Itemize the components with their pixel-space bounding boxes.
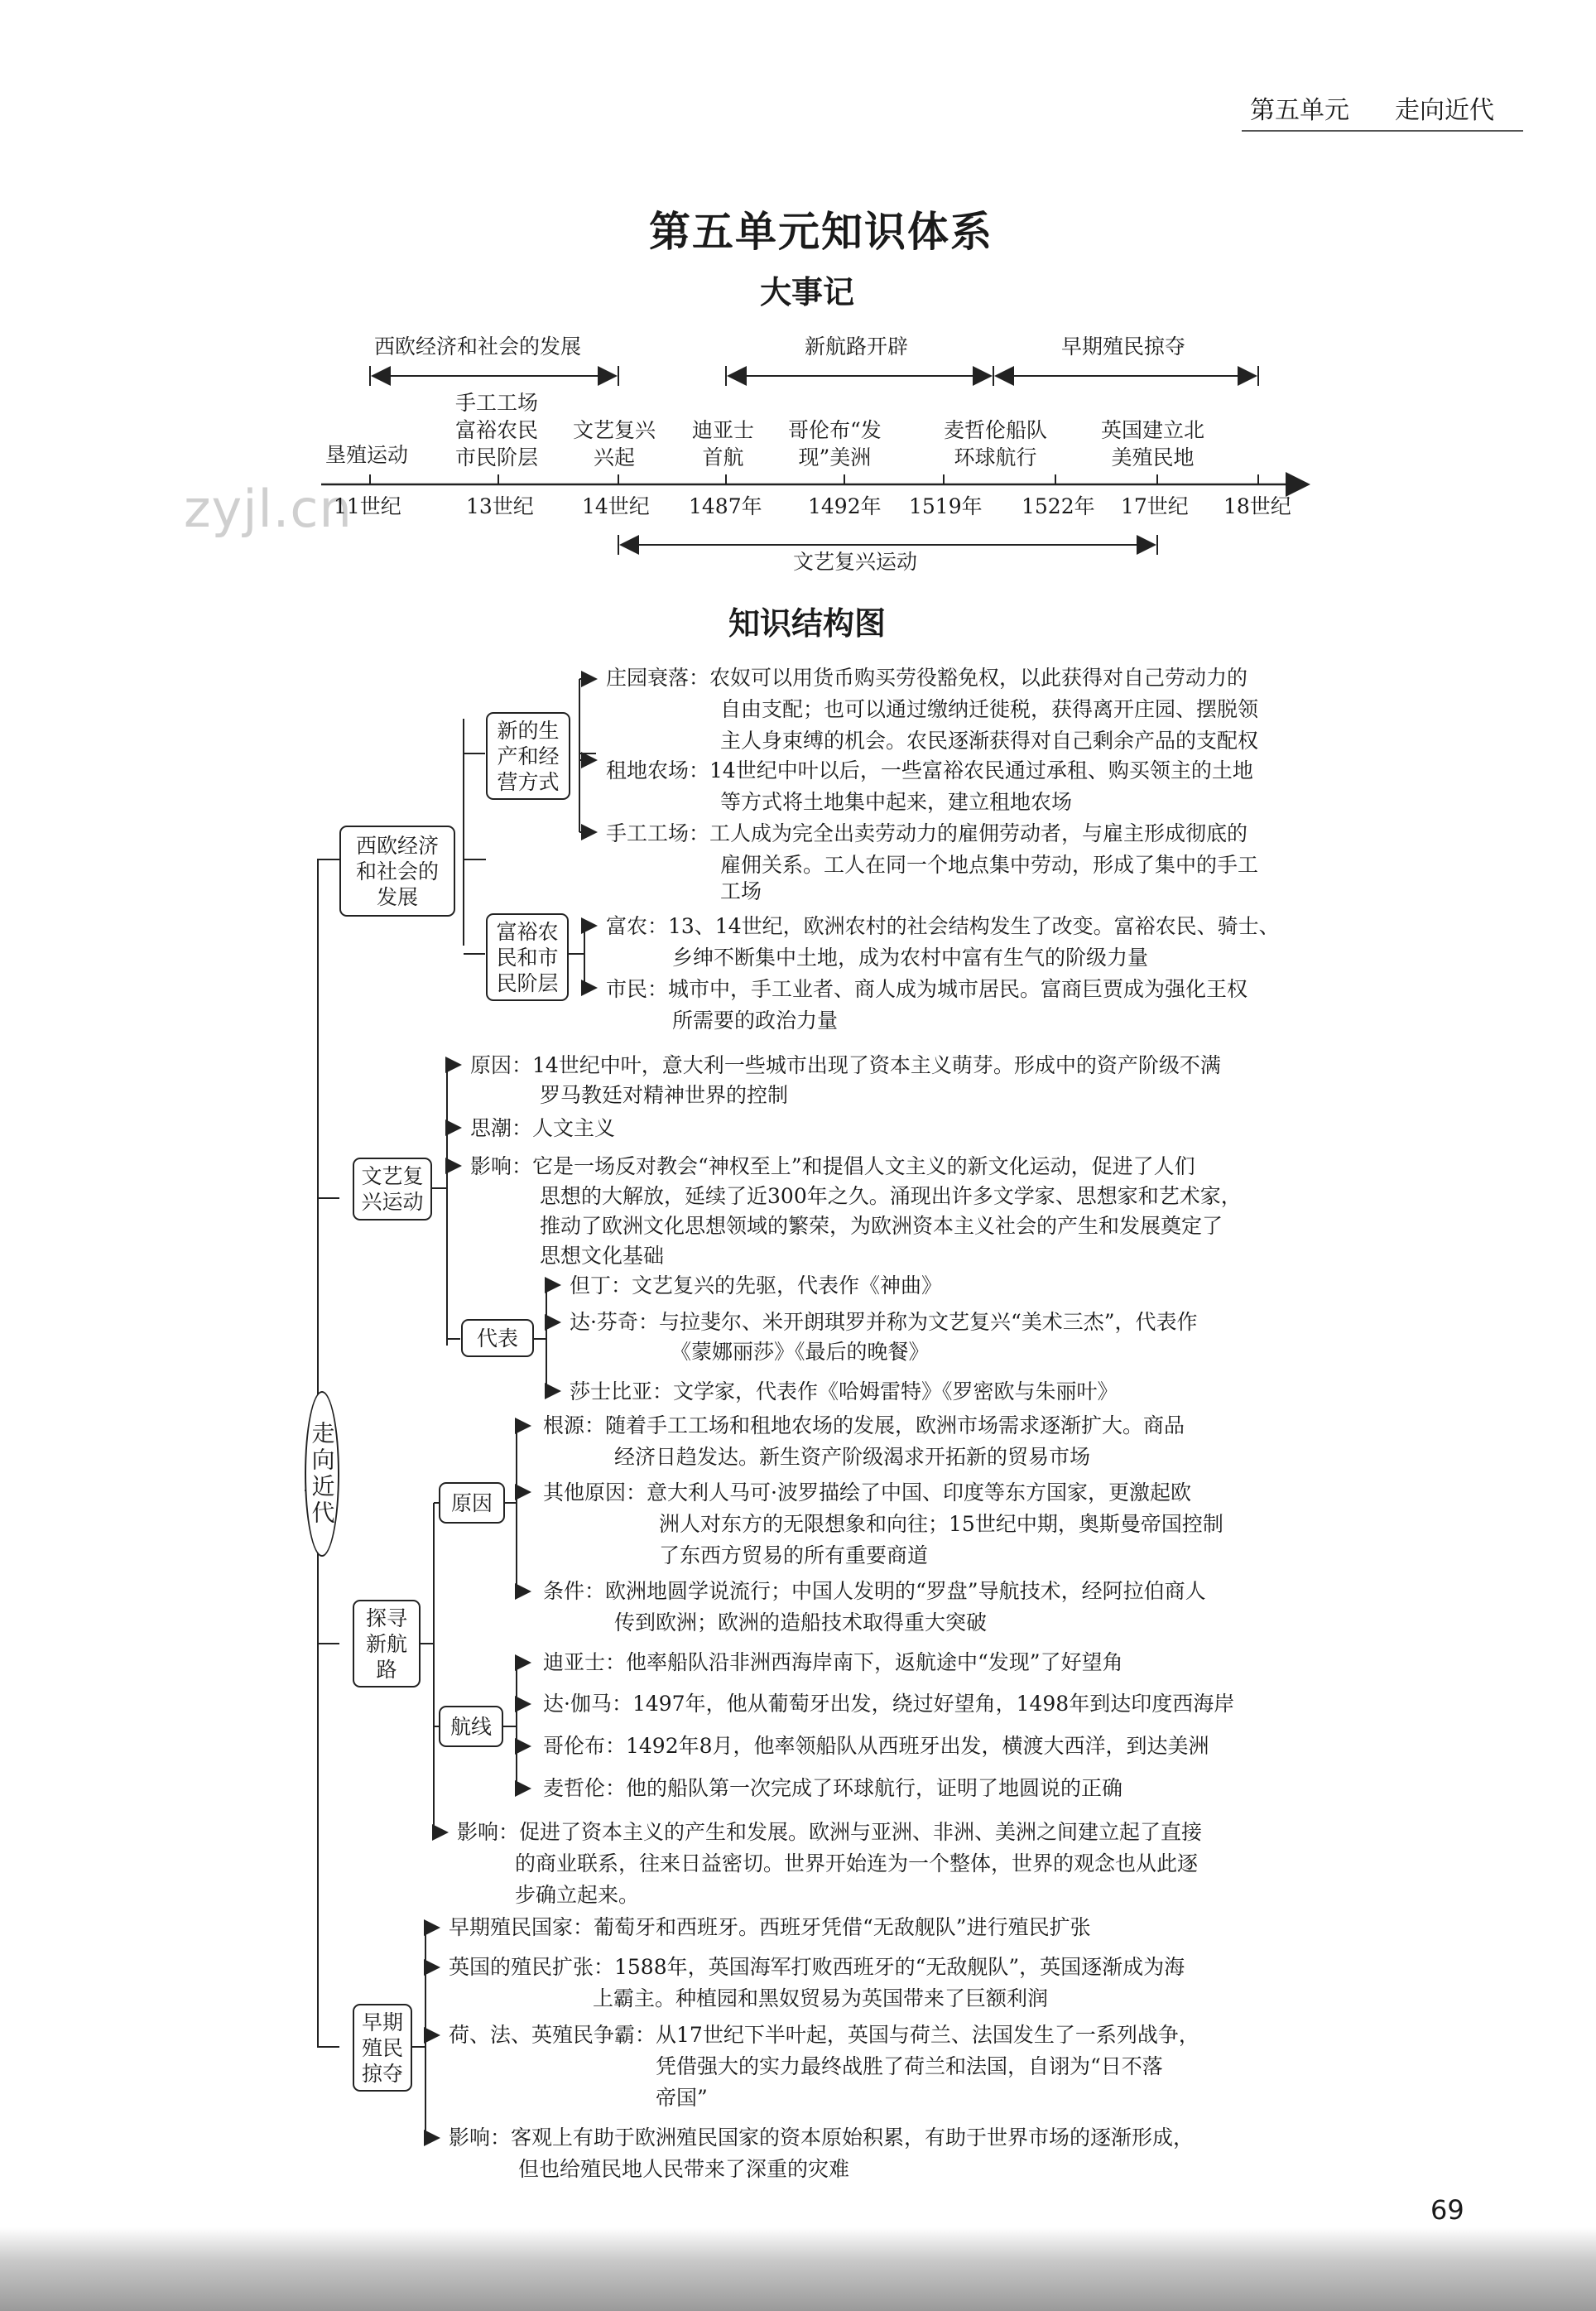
routes-impact-line3: 步确立起来。 <box>515 1883 640 1907</box>
event-renaissance-rise: 文艺复兴 兴起 <box>573 418 656 469</box>
root-cause-line2: 经济日趋发达。新生资产阶级渴求开拓新的贸易市场 <box>614 1445 1091 1469</box>
early-colonial-states: 早期殖民国家：葡萄牙和西班牙。西班牙凭借“无敌舰队”进行殖民扩张 <box>449 1915 1091 1939</box>
tenant-farm-line2: 等方式将土地集中起来，建立租地农场 <box>720 790 1073 814</box>
colonial-impact-line1: 影响：客观上有助于欧洲殖民国家的资本原始积累，有助于世界市场的逐渐形成， <box>449 2126 1195 2150</box>
node-new-production: 新的生 产和经 营方式 <box>486 712 570 800</box>
node-new-routes: 探寻 新航 路 <box>353 1600 421 1688</box>
workshop-line1: 手工工场：工人成为完全出卖劳动力的雇佣劳动者，与雇主形成彻底的 <box>606 821 1248 845</box>
routes-impact-line2: 的商业联系，往来日益密切。世界开始连为一个整体，世界的观念也从此逐 <box>515 1851 1199 1875</box>
event-england-colony: 英国建立北 美殖民地 <box>1101 418 1205 469</box>
route-columbus: 哥伦布：1492年8月，他率领船队从西班牙出发，横渡大西洋，到达美洲 <box>543 1734 1209 1758</box>
citizen-line1: 市民：城市中，手工业者、商人成为城市居民。富商巨贾成为强化王权 <box>606 977 1248 1001</box>
tick-11c: 11世纪 <box>334 494 401 518</box>
manor-decline-line1: 庄园衰落：农奴可以用货币购买劳役豁免权，以此获得对自己劳动力的 <box>606 666 1248 690</box>
node-colonial: 早期 殖民 掠夺 <box>353 2004 412 2092</box>
page-number: 69 <box>1430 2194 1464 2226</box>
span-label-renaissance: 文艺复兴运动 <box>793 550 918 574</box>
workshop-line3: 工场 <box>720 879 762 903</box>
timeline-heading: 大事记 <box>760 274 855 311</box>
renaissance-impact-line3: 推动了欧洲文化思想领域的繁荣，为欧洲资本主义社会的产生和发展奠定了 <box>540 1214 1223 1238</box>
node-reasons: 原因 <box>439 1482 505 1524</box>
rich-peasant-line1: 富农：13、14世纪，欧洲农村的社会结构发生了改变。富裕农民、骑士、 <box>606 914 1280 938</box>
renaissance-impact-line4: 思想文化基础 <box>540 1244 665 1268</box>
span-label-economy: 西欧经济和社会的发展 <box>374 335 582 359</box>
unit-topic: 走向近代 <box>1395 96 1494 125</box>
manor-decline-line3: 主人身束缚的机会。农民逐渐获得对自己剩余产品的支配权 <box>720 729 1259 753</box>
england-expansion-line1: 英国的殖民扩张：1588年，英国海军打败西班牙的“无敌舰队”，英国逐渐成为海 <box>449 1955 1185 1979</box>
tick-13c: 13世纪 <box>466 494 534 518</box>
tick-1492: 1492年 <box>808 494 882 518</box>
node-renaissance: 文艺复 兴运动 <box>353 1158 432 1220</box>
tenant-farm-line1: 租地农场：14世纪中叶以后，一些富裕农民通过承租、购买领主的土地 <box>606 758 1253 782</box>
route-da-gama: 达·伽马：1497年，他从葡萄牙出发，绕过好望角，1498年到达印度西海岸 <box>543 1692 1235 1716</box>
span-label-colonial: 早期殖民掠夺 <box>1061 335 1186 359</box>
tick-1522: 1522年 <box>1022 494 1095 518</box>
route-magellan: 麦哲伦：他的船队第一次完成了环球航行，证明了地圆说的正确 <box>543 1776 1123 1800</box>
rep-davinci-line1: 达·芬奇：与拉斐尔、米开朗琪罗并称为文艺复兴“美术三杰”，代表作 <box>570 1310 1198 1334</box>
route-dias: 迪亚士：他率船队沿非洲西海岸南下，返航途中“发现”了好望角 <box>543 1650 1123 1674</box>
renaissance-cause-line2: 罗马教廷对精神世界的控制 <box>540 1083 789 1107</box>
root-cause-line1: 根源：随着手工工场和租地农场的发展，欧洲市场需求逐渐扩大。商品 <box>543 1413 1185 1437</box>
tick-17c: 17世纪 <box>1121 494 1189 518</box>
rep-shakespeare: 莎士比亚：文学家，代表作《哈姆雷特》《罗密欧与朱丽叶》 <box>570 1379 1118 1403</box>
other-cause-line1: 其他原因：意大利人马可·波罗描绘了中国、印度等东方国家，更激起欧 <box>543 1480 1191 1505</box>
span-label-new-routes: 新航路开辟 <box>805 335 909 359</box>
routes-impact-line1: 影响：促进了资本主义的产生和发展。欧洲与亚洲、非洲、美洲之间建立起了直接 <box>457 1820 1203 1844</box>
tick-14c: 14世纪 <box>582 494 650 518</box>
rep-dante: 但丁：文艺复兴的先驱，代表作《神曲》 <box>570 1273 943 1298</box>
unit-label: 第五单元 <box>1250 96 1349 125</box>
renaissance-impact-line1: 影响：它是一场反对教会“神权至上”和提倡人文主义的新文化运动，促进了人们 <box>470 1154 1195 1178</box>
renaissance-cause-line1: 原因：14世纪中叶，意大利一些城市出现了资本主义萌芽。形成中的资产阶级不满 <box>470 1053 1221 1077</box>
root-node: 走向近代 <box>305 1391 339 1557</box>
renaissance-thought: 思潮：人文主义 <box>470 1116 616 1140</box>
node-rich-peasants: 富裕农 民和市 民阶层 <box>486 913 569 1001</box>
hegemony-line3: 帝国” <box>656 2086 708 2110</box>
map-heading: 知识结构图 <box>728 605 887 642</box>
hegemony-line1: 荷、法、英殖民争霸：从17世纪下半叶起，英国与荷兰、法国发生了一系列战争， <box>449 2023 1199 2047</box>
other-cause-line3: 了东西方贸易的所有重要商道 <box>659 1543 929 1567</box>
tick-1487: 1487年 <box>689 494 762 518</box>
renaissance-impact-line2: 思想的大解放，延续了近300年之久。涌现出许多文学家、思想家和艺术家， <box>540 1184 1242 1208</box>
colonial-impact-line2: 但也给殖民地人民带来了深重的灾难 <box>518 2157 850 2181</box>
england-expansion-line2: 上霸主。种植园和黑奴贸易为英国带来了巨额利润 <box>593 1986 1049 2010</box>
page-edge-shadow <box>0 2227 1596 2311</box>
workshop-line2: 雇佣关系。工人在同一个地点集中劳动，形成了集中的手工 <box>720 853 1259 877</box>
node-economy: 西欧经济 和社会的 发展 <box>339 826 455 917</box>
tick-18c: 18世纪 <box>1223 494 1291 518</box>
citizen-line2: 所需要的政治力量 <box>672 1009 839 1033</box>
event-dias: 迪亚士 首航 <box>692 418 755 469</box>
rich-peasant-line2: 乡绅不断集中土地，成为农村中富有生气的阶级力量 <box>672 946 1149 970</box>
tick-1519: 1519年 <box>909 494 983 518</box>
event-reclamation: 垦殖运动 <box>325 443 409 467</box>
condition-line2: 传到欧洲；欧洲的造船技术取得重大突破 <box>614 1610 988 1635</box>
event-workshops: 手工工场 富裕农民 市民阶层 <box>455 391 539 469</box>
manor-decline-line2: 自由支配；也可以通过缴纳迁徙税，获得离开庄园、摆脱领 <box>720 697 1259 721</box>
node-representatives: 代表 <box>461 1319 534 1357</box>
watermark: zyjl.cn <box>184 479 353 539</box>
event-columbus: 哥伦布“发 现”美洲 <box>788 418 882 469</box>
rep-davinci-line2: 《蒙娜丽莎》《最后的晚餐》 <box>671 1340 930 1364</box>
other-cause-line2: 洲人对东方的无限想象和向往；15世纪中期，奥斯曼帝国控制 <box>659 1512 1223 1536</box>
hegemony-line2: 凭借强大的实力最终战胜了荷兰和法国，自诩为“日不落 <box>656 2054 1163 2078</box>
event-magellan: 麦哲伦船队 环球航行 <box>944 418 1048 469</box>
node-routes: 航线 <box>439 1706 503 1747</box>
page-title: 第五单元知识体系 <box>649 207 993 256</box>
condition-line1: 条件：欧洲地圆学说流行；中国人发明的“罗盘”导航技术，经阿拉伯商人 <box>543 1579 1206 1603</box>
